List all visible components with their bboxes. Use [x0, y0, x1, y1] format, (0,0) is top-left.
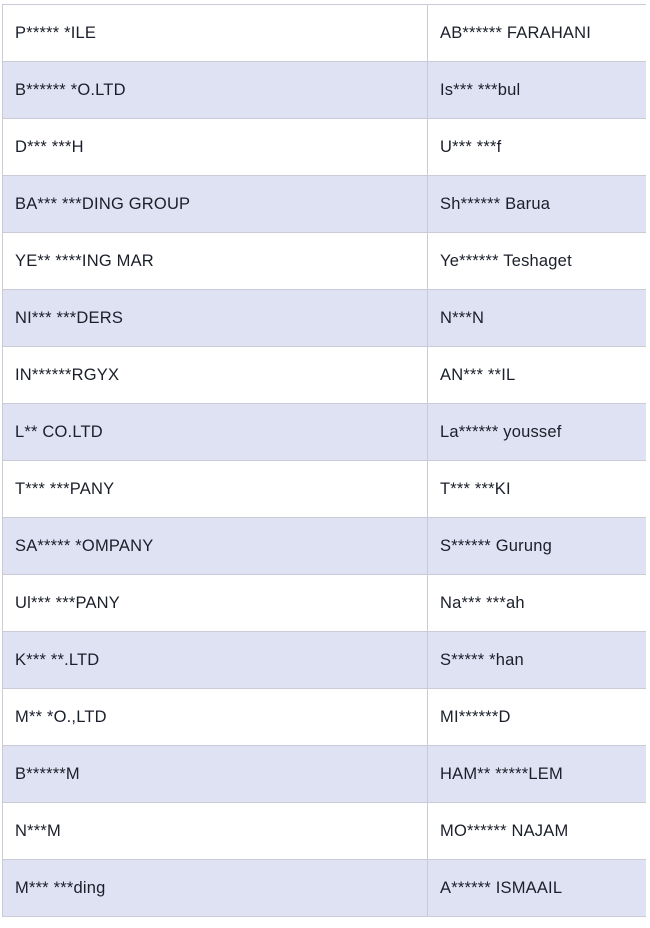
table-row — [3, 290, 650, 347]
person-cell: N***N — [428, 290, 650, 347]
person-cell: Sh****** Barua — [428, 176, 650, 233]
company-cell: IN******RGYX — [3, 347, 428, 404]
table-row — [3, 176, 650, 233]
name-table — [2, 4, 650, 917]
company-cell: NI*** ***DERS — [3, 290, 428, 347]
table-row — [3, 62, 650, 119]
company-cell: M*** ***ding — [3, 860, 428, 917]
company-cell: N***M — [3, 803, 428, 860]
table-body — [3, 5, 650, 917]
table-row — [3, 746, 650, 803]
company-cell: B****** *O.LTD — [3, 62, 428, 119]
person-cell: MO****** NAJAM — [428, 803, 650, 860]
person-cell: MI******D — [428, 689, 650, 746]
table-row — [3, 689, 650, 746]
company-cell: K*** **.LTD — [3, 632, 428, 689]
person-cell: T*** ***KI — [428, 461, 650, 518]
person-cell: La****** youssef — [428, 404, 650, 461]
table-row — [3, 803, 650, 860]
company-cell: M** *O.,LTD — [3, 689, 428, 746]
table-row — [3, 233, 650, 290]
company-cell: BA*** ***DING GROUP — [3, 176, 428, 233]
table-row — [3, 518, 650, 575]
person-cell: S***** *han — [428, 632, 650, 689]
table-row — [3, 404, 650, 461]
company-cell: L** CO.LTD — [3, 404, 428, 461]
person-cell: Na*** ***ah — [428, 575, 650, 632]
table-row — [3, 347, 650, 404]
table-row — [3, 119, 650, 176]
person-cell: Ye****** Teshaget — [428, 233, 650, 290]
person-cell: A****** ISMAAIL — [428, 860, 650, 917]
company-cell: D*** ***H — [3, 119, 428, 176]
person-cell: S****** Gurung — [428, 518, 650, 575]
company-cell: YE** ****ING MAR — [3, 233, 428, 290]
person-cell: U*** ***f — [428, 119, 650, 176]
table-row — [3, 575, 650, 632]
company-cell: B******M — [3, 746, 428, 803]
person-cell: Is*** ***bul — [428, 62, 650, 119]
company-cell: P***** *ILE — [3, 5, 428, 62]
table-row — [3, 461, 650, 518]
company-cell: Ul*** ***PANY — [3, 575, 428, 632]
person-cell: HAM** *****LEM — [428, 746, 650, 803]
company-cell: T*** ***PANY — [3, 461, 428, 518]
company-cell: SA***** *OMPANY — [3, 518, 428, 575]
person-cell: AB****** FARAHANI — [428, 5, 650, 62]
table-row — [3, 632, 650, 689]
table-row — [3, 860, 650, 917]
person-cell: AN*** **IL — [428, 347, 650, 404]
table-row — [3, 5, 650, 62]
